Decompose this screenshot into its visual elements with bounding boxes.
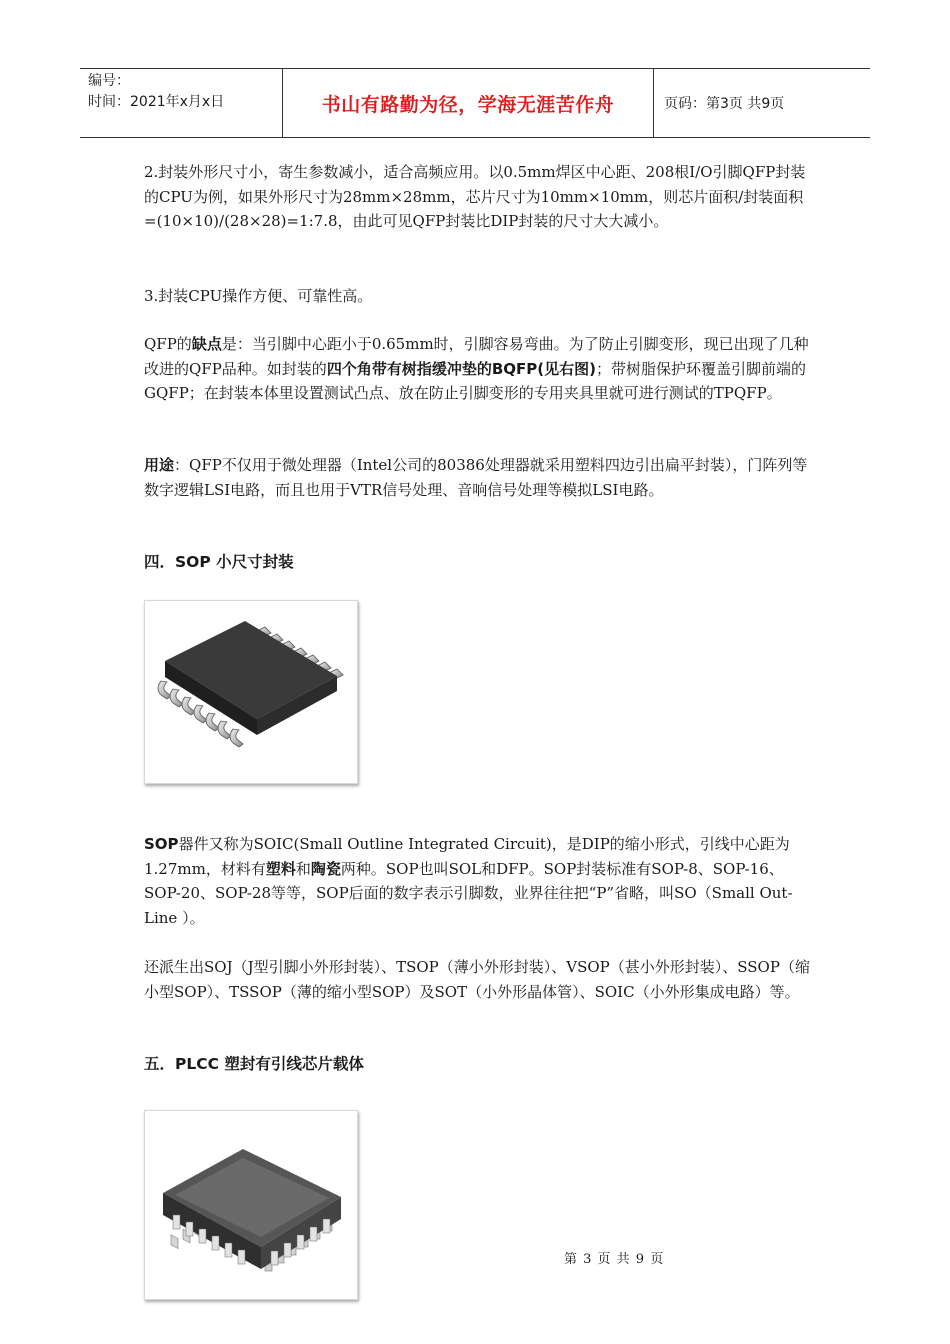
- section-heading-sop: 四．SOP 小尺寸封装: [144, 553, 294, 571]
- emphasis-usage: 用途: [144, 456, 175, 474]
- emphasis-bqfp: 四个角带有树指缓冲垫的BQFP(见右图): [326, 359, 596, 378]
- page-header: [80, 68, 870, 138]
- paragraph-sop-description: [144, 832, 814, 930]
- header-number: 编号：: [88, 73, 130, 89]
- emphasis-sop: SOP: [144, 835, 179, 853]
- sop-chip-image: [144, 600, 358, 784]
- paragraph-qfp-usage: [144, 453, 814, 502]
- paragraph-qfp-size: 2.封装外形尺寸小，寄生参数减小，适合高频应用。以0.5mm焊区中心距、208根I/O引脚QFP封装的CPU为例，如果外形尺寸为28mm×28mm，芯片尺寸为10mm×10mm，则芯片面积/封装面积=(10×10)/(28×28)=1:7.8，由此可见QFP封装比DIP封装的尺寸大大减小。: [144, 163, 806, 230]
- text-run: ；带树脂保护环覆盖引脚前端的GQFP；在封装本体里设置测试凸点、放在防止引脚变形的专用夹具里就可进行测试的TPQFP。: [144, 359, 806, 402]
- emphasis-ceramic: 陶瓷: [310, 859, 341, 878]
- text-run: 两种。SOP也叫SOL和DFP。SOP封装标准有SOP-8、SOP-16、SOP-20、SOP-28等等，SOP后面的数字表示引脚数，业界往往把“P”省略，叫SO（Small Out-Line ）。: [144, 859, 793, 927]
- plcc-chip-illustration: [145, 1111, 357, 1299]
- text-run: 器件又称为SOIC(Small Outline Integrated Circuit)，是DIP的缩小形式，引线中心距为1.27mm，材料有: [144, 835, 790, 878]
- plcc-chip-image: [144, 1110, 358, 1300]
- emphasis-drawback: 缺点: [191, 335, 222, 353]
- paragraph-qfp-drawbacks: [144, 332, 814, 406]
- header-time: 时间：2021年x月x日: [88, 94, 225, 110]
- section-heading-plcc: 五．PLCC 塑封有引线芯片载体: [144, 1055, 364, 1073]
- text-run: ：QFP不仅用于微处理器（Intel公司的80386处理器就采用塑料四边引出扁平封装），门阵列等数字逻辑LSI电路，而且也用于VTR信号处理、音响信号处理等模拟LSI电路。: [144, 456, 808, 499]
- header-page-number: 页码：第3页 共9页: [664, 96, 785, 112]
- text-run: 是：当引脚中心距小于0.65mm时，引脚容易弯曲。为了防止引脚变形，现已出现了几种改进的QFP品种。如封装的: [144, 335, 809, 378]
- text-run: 和: [295, 859, 311, 878]
- emphasis-plastic: 塑料: [265, 859, 296, 878]
- header-motto: 书山有路勤为径，学海无涯苦作舟: [283, 69, 654, 137]
- text-run: QFP的: [144, 335, 192, 353]
- page-footer: 第 3 页 共 9 页: [564, 1252, 665, 1267]
- paragraph-sop-variants: 还派生出SOJ（J型引脚小外形封装）、TSOP（薄小外形封装）、VSOP（甚小外形封装）、SSOP（缩小型SOP）、TSSOP（薄的缩小型SOP）及SOT（小外形晶体管）、SOIC（小外形集成电路）等。: [144, 958, 810, 1001]
- paragraph-qfp-reliability: 3.封装CPU操作方便、可靠性高。: [144, 287, 373, 305]
- header-meta: [80, 69, 283, 137]
- sop-chip-illustration: [145, 601, 357, 783]
